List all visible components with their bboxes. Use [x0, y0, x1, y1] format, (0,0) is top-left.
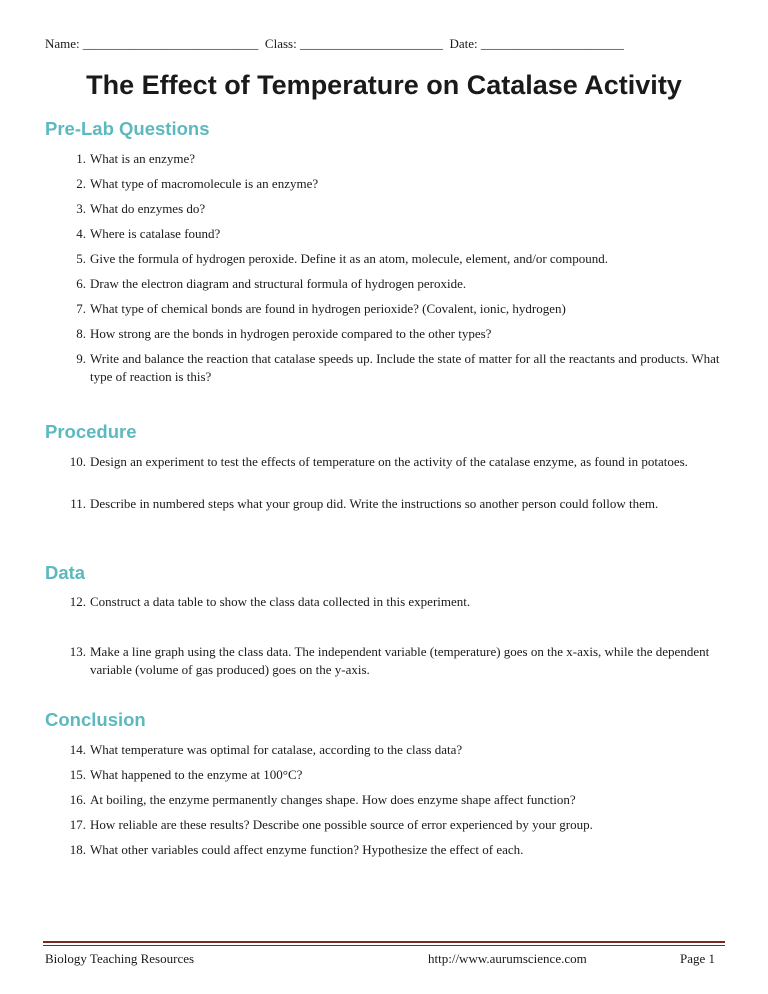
question-text: Write and balance the reaction that catalase speeds up. Include the state of matter for all the reactants and products. What type of reaction is this?	[90, 351, 720, 384]
question-11	[62, 495, 732, 513]
question-18	[62, 841, 732, 859]
question-number: 17.	[69, 817, 86, 832]
question-text: How strong are the bonds in hydrogen peroxide compared to the other types?	[90, 326, 492, 341]
question-text: At boiling, the enzyme permanently changes shape. How does enzyme shape affect function?	[90, 792, 576, 807]
footer-page-number: Page 1	[680, 951, 716, 966]
question-text: What do enzymes do?	[90, 201, 206, 216]
page-title: The Effect of Temperature on Catalase Activity	[86, 70, 682, 100]
footer-publisher: Biology Teaching Resources	[45, 951, 195, 966]
question-14	[62, 741, 732, 759]
question-10	[62, 453, 732, 471]
question-3	[62, 200, 732, 218]
question-number: 18.	[69, 842, 86, 857]
question-text: What type of chemical bonds are found in hydrogen perioxide? (Covalent, ionic, hydrogen)	[90, 301, 566, 316]
question-15	[62, 766, 732, 784]
question-number: 10.	[69, 454, 86, 469]
section-heading-prelab: Pre-Lab Questions	[45, 118, 210, 139]
question-8	[62, 325, 732, 343]
section-heading-conclusion: Conclusion	[45, 709, 146, 730]
question-text: What is an enzyme?	[90, 151, 196, 166]
question-2	[62, 175, 732, 193]
question-6	[62, 275, 732, 293]
date-field: Date: ______________________	[449, 36, 624, 51]
question-number: 7.	[76, 301, 86, 316]
question-9	[62, 350, 732, 386]
question-number: 13.	[69, 644, 86, 659]
question-text: What other variables could affect enzyme function? Hypothesize the effect of each.	[90, 842, 524, 857]
question-number: 15.	[69, 767, 86, 782]
question-number: 3.	[76, 201, 86, 216]
question-number: 11.	[70, 496, 86, 511]
footer-divider	[43, 941, 725, 943]
question-number: 5.	[76, 251, 86, 266]
question-text: Design an experiment to test the effects of temperature on the activity of the catalase enzyme, as found in potatoes.	[90, 454, 688, 469]
question-1	[62, 150, 732, 168]
question-17	[62, 816, 732, 834]
footer-divider-thin	[43, 945, 725, 946]
question-number: 8.	[76, 326, 86, 341]
question-5	[62, 250, 732, 268]
footer-link[interactable]: http://www.aurumscience.com	[428, 951, 587, 966]
question-number: 14.	[69, 742, 86, 757]
question-text: Make a line graph using the class data. The independent variable (temperature) goes on the x-axis, while the dependent variable (volume of gas produced) goes on the y-axis.	[90, 644, 710, 677]
section-heading-data: Data	[45, 562, 86, 583]
question-4	[62, 225, 732, 243]
section-heading-procedure: Procedure	[45, 421, 137, 442]
class-field: Class: ______________________	[264, 36, 443, 51]
question-text: Give the formula of hydrogen peroxide. Define it as an atom, molecule, element, and/or compound.	[90, 251, 609, 266]
question-number: 1.	[76, 151, 86, 166]
question-text: How reliable are these results? Describe one possible source of error experienced by your group.	[90, 817, 593, 832]
question-text: Construct a data table to show the class data collected in this experiment.	[90, 594, 471, 609]
question-number: 16.	[69, 792, 86, 807]
question-text: Where is catalase found?	[90, 226, 221, 241]
question-13	[62, 643, 732, 679]
question-16	[62, 791, 732, 809]
question-number: 9.	[76, 351, 86, 366]
student-info-line	[45, 36, 735, 52]
question-12	[62, 593, 732, 611]
question-number: 6.	[76, 276, 86, 291]
question-number: 12.	[69, 594, 86, 609]
question-text: What temperature was optimal for catalase, according to the class data?	[90, 742, 463, 757]
question-text: What type of macromolecule is an enzyme?	[90, 176, 319, 191]
question-text: What happened to the enzyme at 100°C?	[90, 767, 303, 782]
question-number: 4.	[76, 226, 86, 241]
question-7	[62, 300, 732, 318]
name-field: Name: ___________________________	[45, 36, 259, 51]
question-number: 2.	[76, 176, 86, 191]
question-text: Draw the electron diagram and structural formula of hydrogen peroxide.	[90, 276, 467, 291]
question-text: Describe in numbered steps what your group did. Write the instructions so another person could follow them.	[90, 496, 659, 511]
